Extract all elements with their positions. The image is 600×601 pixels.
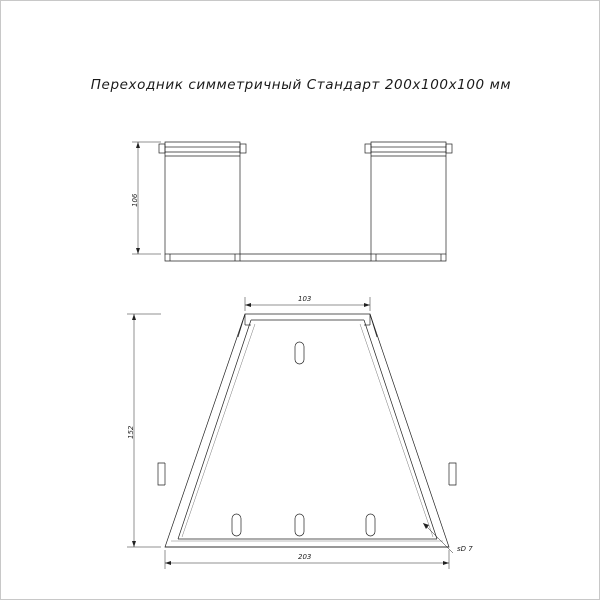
dimension-label-152: 152: [127, 425, 135, 439]
dimension-label-hole-diameter: sD 7: [457, 545, 473, 553]
front-view: [158, 314, 456, 547]
dimension-label-103: 103: [298, 295, 312, 303]
dimension-label-203: 203: [298, 553, 312, 561]
dimension-label-106: 106: [131, 193, 139, 207]
page-title: Переходник симметричный Стандарт 200х100х100 мм: [90, 77, 512, 93]
dimension-hole-diameter: [423, 523, 453, 553]
top-view: [159, 142, 452, 261]
